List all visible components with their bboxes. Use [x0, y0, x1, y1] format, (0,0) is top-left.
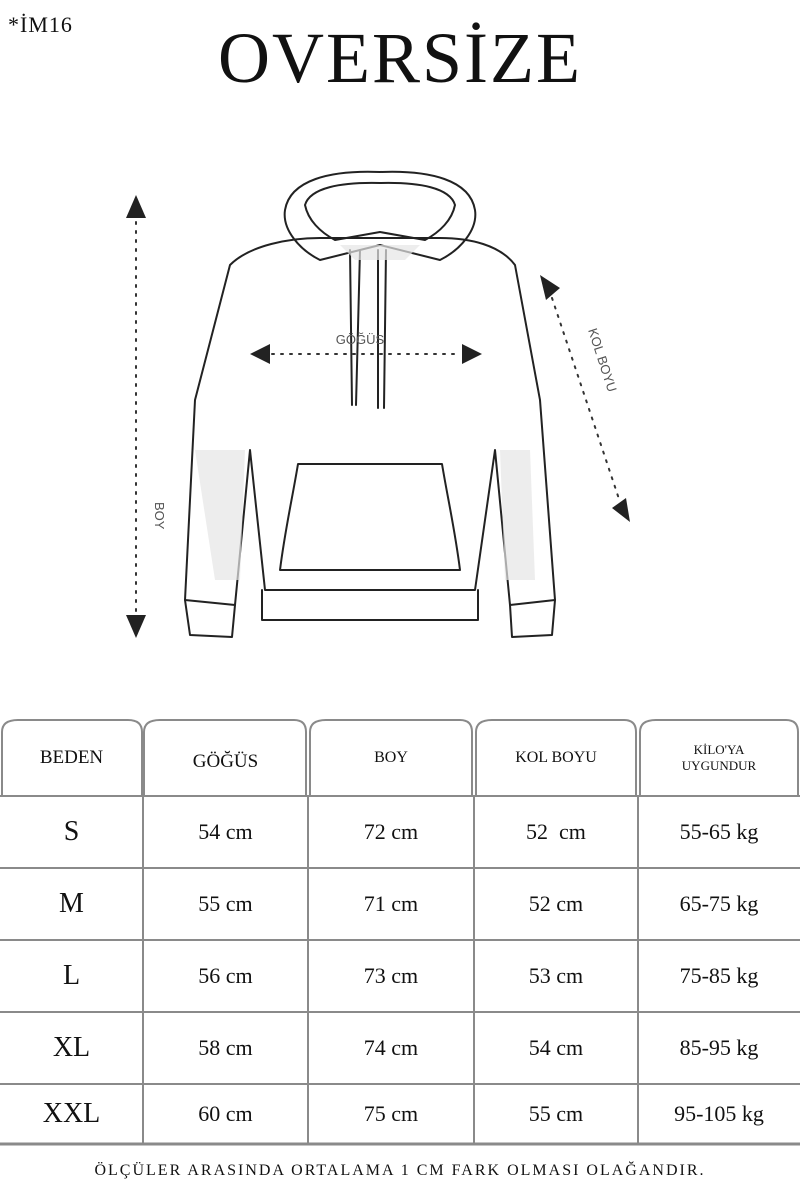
row-xxl-sleeve: 55 cm — [528, 1101, 584, 1126]
chest-arrow-left — [250, 344, 270, 364]
row-xl-chest: 58 cm — [198, 1035, 253, 1060]
row-xl-size: XL — [52, 1032, 91, 1063]
row-xxl-chest: 60 cm — [198, 1101, 253, 1126]
row-s-length: 72 cm — [363, 819, 419, 844]
row-s-chest: 54 cm — [198, 819, 253, 844]
measurement-note: ÖLÇÜLER ARASINDA ORTALAMA 1 CM FARK OLMASI OLAĞANDIR. — [94, 1162, 706, 1179]
row-l-length: 73 cm — [363, 963, 419, 988]
row-xl-sleeve: 54 cm — [528, 1035, 584, 1060]
header-weight-line-2: UYGUNDUR — [681, 758, 757, 773]
row-m-chest: 55 cm — [198, 891, 253, 916]
header-chest: GÖĞÜS — [192, 751, 259, 772]
row-l-chest: 56 cm — [198, 963, 253, 988]
row-s-sleeve: 52 cm — [526, 819, 586, 844]
row-xxl-length: 75 cm — [363, 1101, 419, 1126]
hoodie-diagram — [0, 150, 800, 650]
kangaroo-pocket — [280, 464, 460, 570]
header-sleeve: KOL BOYU — [515, 749, 597, 766]
row-xl-weight: 85-95 kg — [679, 1035, 759, 1060]
chest-arrow-right — [462, 344, 482, 364]
row-l-weight: 75-85 kg — [679, 963, 759, 988]
length-arrow-top — [126, 195, 146, 218]
row-m-weight: 65-75 kg — [679, 891, 759, 916]
sleeve-arrow-bottom — [612, 498, 630, 522]
page-title: OVERSİZE — [218, 18, 582, 98]
product-code: *İM16 — [8, 12, 73, 37]
header-size: BEDEN — [39, 747, 104, 768]
header-weight — [638, 720, 800, 796]
size-table — [0, 718, 800, 1148]
length-arrow-bottom — [126, 615, 146, 638]
row-xl-length: 74 cm — [363, 1035, 419, 1060]
header-length: BOY — [374, 749, 408, 766]
row-m-size: M — [59, 888, 84, 919]
row-s-weight: 55-65 kg — [679, 819, 759, 844]
row-s-size: S — [63, 816, 80, 847]
row-l-sleeve: 53 cm — [528, 963, 584, 988]
row-l-size: L — [62, 960, 81, 991]
chest-label: GÖĞÜS — [335, 332, 385, 347]
row-xxl-weight: 95-105 kg — [674, 1101, 764, 1126]
row-m-length: 71 cm — [363, 891, 419, 916]
header-weight-line-1: KİLO'YA — [693, 742, 745, 757]
sleeve-label: KOL BOYU — [585, 326, 620, 394]
row-xxl-size: XXL — [42, 1098, 101, 1129]
row-m-sleeve: 52 cm — [528, 891, 584, 916]
length-label: BOY — [152, 502, 167, 530]
sleeve-arrow-top — [540, 275, 560, 300]
